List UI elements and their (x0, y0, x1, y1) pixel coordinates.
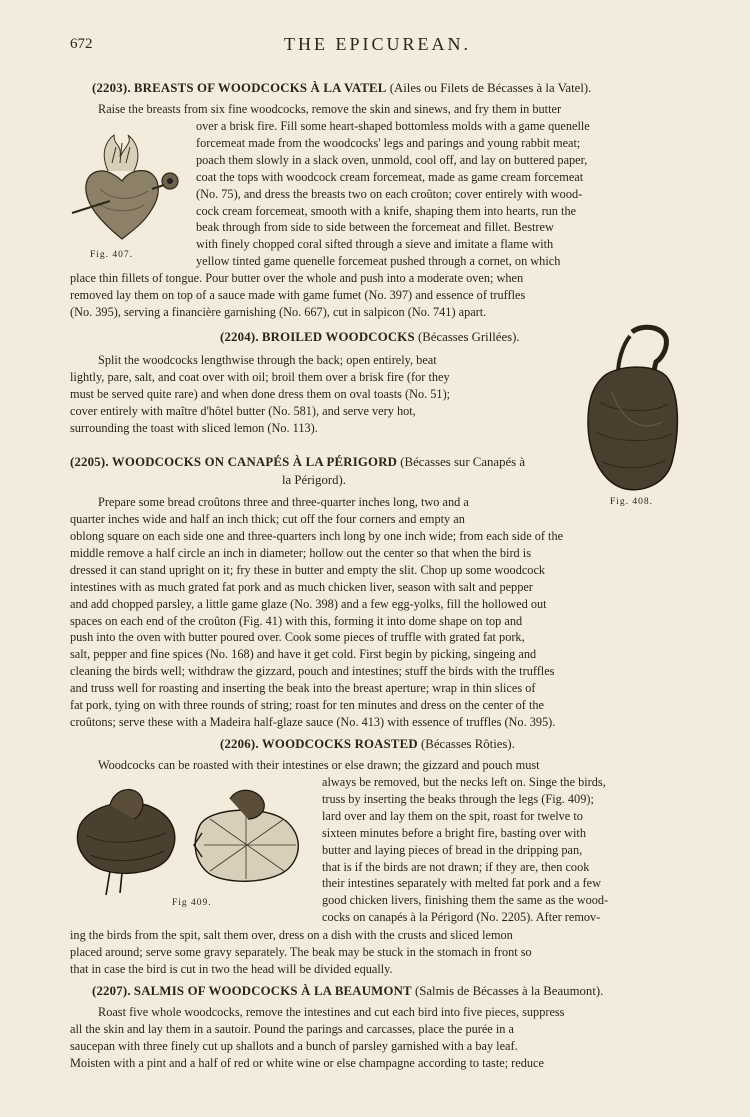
text-line: beak through from side to side between the forcemeat and fillet. Bestrew (196, 220, 554, 235)
recipe-number: (2203). (92, 81, 131, 95)
text-line: Raise the breasts from six fine woodcocks, remove the skin and sinews, and fry them in butter (98, 102, 562, 116)
text-line: lard over and lay them on the spit, roast for twelve to (322, 808, 583, 823)
recipe-text-2206c (70, 927, 686, 978)
recipe-subtitle: (Bécasses sur Canapés à (400, 455, 526, 469)
text-line: with finely chopped coral sifted through a sieve and imitate a flame with (196, 237, 554, 252)
recipe-text-2206b (322, 774, 686, 926)
text-line: forcemeat made from the woodcocks' legs and parings and young rabbit meat; (196, 135, 581, 150)
recipe-text-2203a (98, 101, 686, 118)
text-line: coat the tops with woodcock cream forcemeat, made as game cream forcemeat (196, 169, 584, 184)
figure-caption-407: Fig. 407. (90, 250, 134, 260)
recipe-text-2207a (98, 1004, 686, 1021)
text-line: truss by inserting the beaks through the legs (Fig. 409); (322, 791, 594, 806)
text-line: dressed it can stand upright on it; fry these in butter and empty the slit. Chop up some woodcock (70, 562, 546, 577)
text-line: croûtons; serve these with a Madeira half-glaze sauce (No. 413) with essence of truffles (No. 395). (70, 714, 556, 729)
text-line: saucepan with three finely cut up shallots and a bunch of parsley garnished with a bay leaf. (70, 1038, 518, 1053)
text-line: cocks on canapés à la Périgord (No. 2205). After remov- (322, 910, 601, 925)
text-line: surrounding the toast with sliced lemon (No. 113). (70, 420, 318, 435)
recipe-text-2206a (98, 757, 686, 774)
recipe-number: (2204). (220, 330, 259, 344)
recipe-heading-2207 (92, 983, 603, 1000)
text-line: oblong square on each side one and three-quarters inch long by one inch wide; from each side of the (70, 529, 564, 543)
text-line: that in case the bird is cut in two the head will be divided equally. (70, 961, 393, 976)
recipe-title: BROILED WOODCOCKS (261, 330, 415, 344)
text-line: place thin fillets of tongue. Pour butter over the whole and push into a moderate oven; when (70, 271, 524, 285)
recipe-heading-2205 (70, 454, 525, 471)
text-line: Moisten with a pint and a half of red or white wine or else champagne according to taste; reduce (70, 1055, 544, 1070)
recipe-text-2204b (70, 369, 568, 437)
text-line: sixteen minutes before a bright fire, basting over with (322, 825, 586, 840)
text-line: Roast five whole woodcocks, remove the intestines and cut each bird into five pieces, suppress (98, 1005, 565, 1019)
text-line: Split the woodcocks lengthwise through the back; open entirely, beat (98, 353, 437, 367)
text-line: spaces on each end of the croûton (Fig. 41) with this, forming it into dome shape on top and (70, 613, 523, 628)
text-line: always be removed, but the necks left on. Singe the birds, (322, 775, 606, 789)
text-line: cover entirely with maître d'hôtel butter (No. 581), and serve very hot, (70, 403, 416, 418)
recipe-text-2205a (98, 494, 568, 511)
text-line: good chicken livers, finishing them the same as the wood- (322, 893, 609, 908)
text-line: cock cream forcemeat, smooth with a knife, shaping them into hearts, run the (196, 203, 577, 218)
text-line: placed around; serve some gravy separately. The beak may be stuck in the stomach in front so (70, 944, 532, 959)
roasted-woodcock-illustration (70, 775, 310, 900)
text-line: ing the birds from the spit, salt them over, dress on a dish with the crusts and sliced lemon (70, 928, 513, 942)
recipe-text-2205c (70, 528, 686, 731)
text-line: all the skin and lay them in a sautoir. Pound the parings and carcasses, place the purée in a (70, 1022, 514, 1036)
text-line: Prepare some bread croûtons three and three-quarter inches long, two and a (98, 495, 469, 509)
text-line: butter and laying pieces of bread in the dripping pan, (322, 842, 583, 857)
page-number: 672 (70, 36, 93, 52)
figure-caption-409: Fig 409. (172, 898, 212, 908)
recipe-subtitle: (Bécasses Grillées). (417, 330, 520, 344)
recipe-number: (2205). (70, 455, 109, 469)
recipe-subtitle: (Ailes ou Filets de Bécasses à la Vatel). (389, 81, 592, 95)
text-line: their intestines separately with melted fat pork and a few (322, 876, 601, 891)
text-line: cleaning the birds well; withdraw the gizzard, pouch and intestines; stuff the birds with the truffles (70, 664, 555, 679)
text-line: Woodcocks can be roasted with their intestines or else drawn; the gizzard and pouch must (98, 758, 540, 772)
text-line: and add chopped parsley, a little game glaze (No. 398) and a few egg-yolks, fill the hollowed out (70, 596, 547, 611)
text-line: poach them slowly in a slack oven, unmold, cool off, and lay on buttered paper, (196, 152, 588, 167)
text-line: that is if the birds are not drawn; if they are, then cook (322, 859, 590, 874)
recipe-text-2207b (70, 1021, 686, 1072)
roasted-bird-right (194, 790, 298, 881)
text-line: and truss well for roasting and inserting the beak into the breast aperture; wrap in thin slices of (70, 681, 536, 696)
text-line: yellow tinted game quenelle forcemeat pushed through a cornet, on which (196, 254, 561, 269)
text-line: quarter inches wide and half an inch thick; cut off the four corners and empty an (70, 512, 465, 526)
figure-caption-408: Fig. 408. (610, 497, 654, 507)
text-line: removed lay them on top of a sauce made with game fumet (No. 397) and essence of truffles (70, 287, 526, 302)
recipe-text-2203b (196, 118, 685, 270)
recipe-heading-2206 (220, 736, 515, 753)
recipe-title: WOODCOCKS ON CANAPÉS À LA PÉRIGORD (111, 455, 398, 469)
recipe-text-2203c (70, 270, 686, 321)
recipe-subtitle: (Bécasses Rôties). (421, 737, 515, 751)
recipe-number: (2206). (220, 737, 259, 751)
recipe-heading-2203 (92, 80, 591, 97)
text-line: (No. 75), and dress the breasts two on each croûton; cover entirely with wood- (196, 186, 583, 201)
roasted-bird-left (78, 790, 175, 895)
running-title: THE EPICUREAN. (284, 34, 471, 54)
recipe-title: BREASTS OF WOODCOCKS À LA VATEL (133, 81, 387, 95)
broiled-woodcock-illustration (582, 322, 682, 494)
text-line: lightly, pare, salt, and coat over with oil; broil them over a brisk fire (for they (70, 370, 450, 384)
recipe-text-2205b (70, 511, 568, 528)
text-line: over a brisk fire. Fill some heart-shaped bottomless molds with a game quenelle (196, 119, 590, 133)
recipe-title: WOODCOCKS ROASTED (261, 737, 418, 751)
text-line: (No. 395), serving a financière garnishing (No. 667), cut in salpicon (No. 741) apart. (70, 304, 487, 319)
text-line: push into the oven with butter poured over. Cook some pieces of truffle with grated fat pork, (70, 630, 525, 645)
recipe-heading-2204 (220, 329, 520, 346)
recipe-text-2204a (98, 352, 568, 369)
text-line: fat pork, tying on with three rounds of string; roast for ten minutes and dress on the center of the (70, 698, 545, 713)
recipe-subtitle-continued: la Périgord). (282, 473, 346, 487)
text-line: salt, pepper and fine spices (No. 168) and have it get cold. First begin by picking, singeing and (70, 647, 537, 662)
text-line: intestines with as much grated fat pork and as much chicken liver, season with salt and pepper (70, 579, 533, 594)
heart-woodcock-illustration (70, 133, 185, 248)
recipe-subtitle: (Salmis de Bécasses à la Beaumont). (414, 984, 604, 998)
text-line: must be served quite rare) and when done dress them on oval toasts (No. 51); (70, 386, 451, 401)
text-line: middle remove a half circle an inch in diameter; hollow out the center so that when the bird is (70, 545, 531, 560)
recipe-title: SALMIS OF WOODCOCKS À LA BEAUMONT (133, 984, 412, 998)
running-header (70, 34, 685, 56)
recipe-number: (2207). (92, 984, 131, 998)
